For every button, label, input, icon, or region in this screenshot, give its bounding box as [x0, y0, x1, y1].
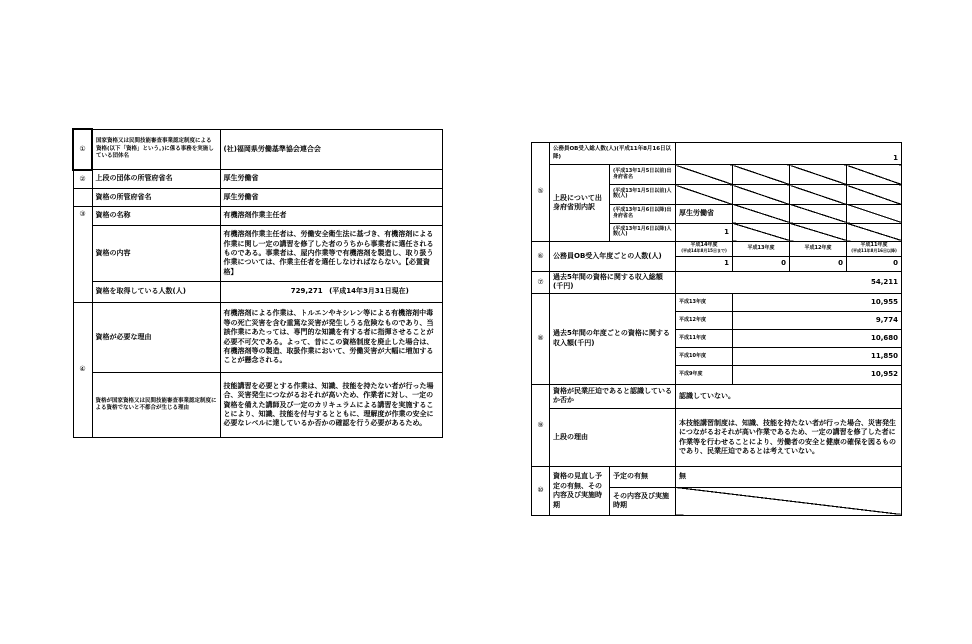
- review-plan-label: 予定の有無: [610, 467, 676, 487]
- org-ministry-value: 厚生労働省: [220, 170, 443, 188]
- year-col-h14-sub: (平成14年8月15日まで): [681, 247, 727, 253]
- row-number-3: [73, 206, 92, 302]
- period-b-count-label: (平成13年1月6日以降)人数(人): [610, 223, 676, 241]
- private-reason-label: 上段の理由: [550, 408, 676, 467]
- necessity-reason-label: 資格が必要な理由: [92, 302, 220, 373]
- left-form-sheet: [72, 128, 443, 438]
- ob-year-label: 公務員OB受入年度ごとの人数(人): [550, 241, 676, 271]
- qualification-name-label: 資格の名称: [92, 206, 220, 225]
- left-form-table: [72, 128, 443, 438]
- diag-cell: [847, 165, 902, 185]
- year-col-h14-label: 平成14年度: [690, 241, 718, 248]
- period-a-ministry-label: (平成13年1月5日以前)出身府省名: [610, 165, 676, 185]
- private-question-value: 認識していない。: [676, 384, 902, 408]
- qualification-ministry-label: 資格の所管府省名: [92, 188, 220, 206]
- diag-cell: [733, 185, 790, 204]
- review-label: 資格の見直し予定の有無、その内容及び実施時期: [550, 467, 610, 516]
- income-year-value-3: 11,850: [733, 348, 902, 366]
- year-col-h11-sub: (平成11年8月16日以降): [851, 247, 897, 253]
- holders-count-label: 資格を取得している人数(人): [92, 282, 220, 302]
- row-number-2: ②: [73, 170, 92, 188]
- national-status-reason-value: 技能講習を必要とする作業は、知識、技能を持たない者が行った場合、災害発生につながるおそれが高いため、作業者に対し、一定の資格を備えた講師及び一定のカリキュラムによる講習を実施することにより、知識、技能を付与するとともに、理解度が作業の安全に必要なレベルに達しているか否かの確認を行う必要があるため。: [220, 373, 443, 438]
- income-total-label: 過去5年間の資格に関する収入総額(千円): [550, 271, 676, 293]
- diag-cell: [847, 204, 902, 223]
- row-number-7: ⑦: [532, 271, 550, 293]
- private-reason-value: 本技能講習制度は、知識、技能を持たない者が行った場合、災害発生につながるおそれが高い作業であるため、一定の講習を修了した者に作業等を行わせることにより、労働者の安全と健康の確保を図るものであり、民業圧迫であるとは考えていない。: [676, 408, 902, 467]
- organization-value: (社)福岡県労働基準協会連合会: [220, 129, 443, 170]
- diag-cell: [790, 223, 847, 241]
- period-b-count-value: 1: [676, 223, 733, 241]
- year-value-h11: 0: [847, 256, 902, 271]
- diag-cell: [676, 165, 733, 185]
- right-form-table: [531, 142, 902, 516]
- row-number-2b: [73, 188, 92, 206]
- diag-cell: [733, 204, 790, 223]
- income-year-label-2: 平成11年度: [676, 330, 733, 348]
- period-b-ministry-value: 厚生労働省: [676, 204, 733, 223]
- year-col-h11: [847, 241, 902, 256]
- qualification-content-value: 有機溶剤作業主任者は、労働安全衛生法に基づき、有機溶剤による作業に関し一定の講習を修了した者のうちから事業者に選任されるものである。事業者は、屋内作業等で有機溶剤を製造し、取り扱う作業については、作業主任者を選任しなければならない。【必置資格】: [220, 226, 443, 282]
- qualification-content-label: 資格の内容: [92, 226, 220, 282]
- row-number-6: ⑥: [532, 241, 550, 271]
- year-col-h11-label: 平成11年度: [860, 241, 888, 248]
- review-plan-value: 無: [676, 467, 902, 487]
- right-form-sheet: [531, 142, 902, 516]
- holders-count-cell: [220, 282, 443, 302]
- org-ministry-label: 上段の団体の所管府省名: [92, 170, 220, 188]
- ministry-breakdown-label: 上段について出身府省別内訳: [550, 165, 610, 242]
- row-number-3-text: ③: [79, 209, 86, 218]
- diag-cell: [733, 165, 790, 185]
- private-question-label: 資格が民業圧迫であると認識しているか否か: [550, 384, 676, 408]
- row-number-4: ④: [73, 302, 92, 437]
- year-value-h13: 0: [733, 256, 790, 271]
- year-value-h12: 0: [790, 256, 847, 271]
- qualification-ministry-value: 厚生労働省: [220, 188, 443, 206]
- income-year-label-3: 平成10年度: [676, 348, 733, 366]
- necessity-reason-value: 有機溶剤による作業は、トルエンやキシレン等による有機溶剤中毒等の死亡災害を含む重篤な災害が発生しうる危険なものであり、当該作業にあたっては、専門的な知識を有する者に指揮させることが必要不可欠である。よって、昔にこの資格制度を廃止した場合は、有機溶剤等の製造、取扱作業において、労働災害が大幅に増加することが懸念される。: [220, 302, 443, 373]
- qualification-name-value: 有機溶剤作業主任者: [220, 206, 443, 225]
- income-year-label: 過去5年間の年度ごとの資格に関する収入額(千円): [550, 293, 676, 384]
- income-year-label-4: 平成9年度: [676, 366, 733, 384]
- diag-cell: [676, 185, 733, 204]
- review-detail-label: その内容及び実施時期: [610, 487, 676, 515]
- diag-cell: [790, 185, 847, 204]
- year-col-h14: [676, 241, 733, 256]
- income-year-value-0: 10,955: [733, 293, 902, 311]
- income-year-value-4: 10,952: [733, 366, 902, 384]
- row-number-9: ⑨: [532, 384, 550, 467]
- review-detail-empty: [676, 487, 902, 515]
- row-number-5: ⑤: [532, 143, 550, 242]
- organization-label: 国家資格又は民間技能審査事業認定制度による資格(以下「資格」という。)に係る事務を実施している団体名: [92, 129, 220, 170]
- row-number-10: ⑩: [532, 467, 550, 516]
- income-year-label-0: 平成13年度: [676, 293, 733, 311]
- holders-count-note: (平成14年3月31日現在): [329, 287, 409, 296]
- national-status-reason-label: 資格が国家資格又は民間技能審査事業認定制度による資格でないと不都合が生じる理由: [92, 373, 220, 438]
- income-year-value-1: 9,774: [733, 312, 902, 330]
- income-year-label-1: 平成12年度: [676, 312, 733, 330]
- row-number-1: ①: [73, 129, 92, 170]
- diag-cell: [847, 185, 902, 204]
- year-value-h14: 1: [676, 256, 733, 271]
- ob-total-label: 公務員OB受入総人数(人)(平成11年8月16日以降): [550, 143, 676, 165]
- income-total-value: 54,211: [676, 271, 902, 293]
- ob-total-value: 1: [676, 143, 902, 165]
- income-year-value-2: 10,680: [733, 330, 902, 348]
- year-col-h12-label: 平成12年度: [790, 241, 847, 256]
- diag-cell: [733, 223, 790, 241]
- diag-cell: [847, 223, 902, 241]
- year-col-h13-label: 平成13年度: [733, 241, 790, 256]
- row-number-8: ⑧: [532, 293, 550, 384]
- period-b-ministry-label: (平成13年1月6日以降)出身府省名: [610, 204, 676, 223]
- holders-count-value: 729,271: [290, 287, 323, 296]
- diag-cell: [790, 204, 847, 223]
- diag-cell: [790, 165, 847, 185]
- period-a-count-label: (平成13年1月5日以前)人数(人): [610, 185, 676, 204]
